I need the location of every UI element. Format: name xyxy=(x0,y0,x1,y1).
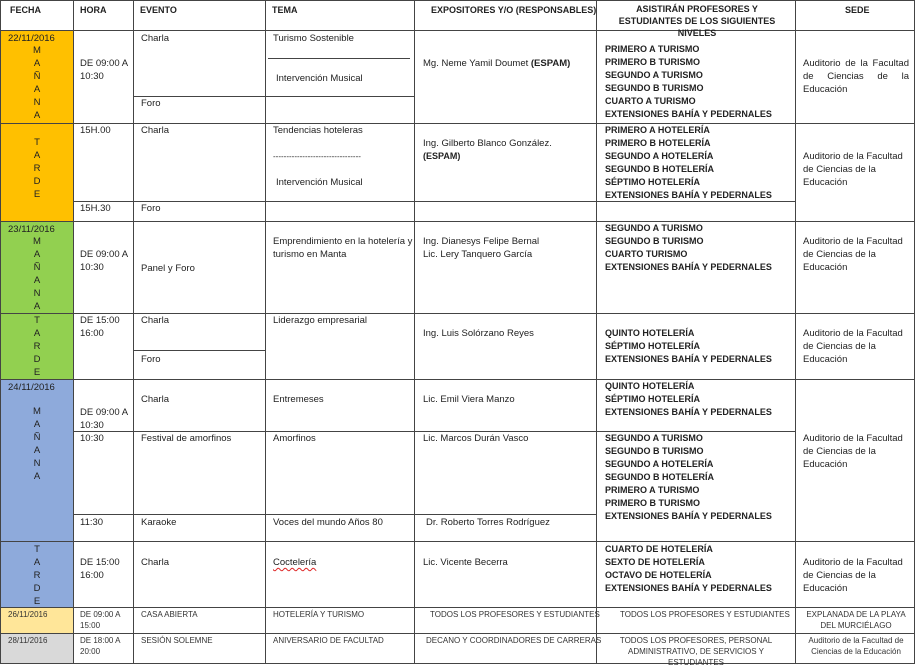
day2-r2-tema: Liderazgo empresarial xyxy=(273,315,367,326)
day3-tarde-label: T A R D E xyxy=(33,544,41,607)
day3-r1-evento: Charla xyxy=(141,394,169,405)
day1-r1-evento: Charla xyxy=(141,33,169,44)
day2-tarde-label: T A R D E xyxy=(33,315,41,378)
day3-manana-label: M A Ñ A N A xyxy=(33,406,41,482)
day2-r2-evento: Charla xyxy=(141,315,169,326)
day2-r1-expositor2: Lic. Lery Tanquero García xyxy=(423,249,533,260)
day3-r2-hora: 10:30 xyxy=(80,433,104,444)
header-evento: EVENTO xyxy=(140,5,177,15)
day3-r2-evento: Festival de amorfinos xyxy=(141,433,232,444)
day3-r4-niveles: CUARTO DE HOTELERÍA SEXTO DE HOTELERÍA OCTAVO DE HOTELERÍA EXTENSIONES BAHÍA Y PEDERNALES xyxy=(605,544,772,593)
day2-r1-expositor1: Ing. Dianesys Felipe Bernal xyxy=(423,236,540,247)
day4-sede: EXPLANADA DE LA PLAYA DEL MURCIÉLAGO xyxy=(806,610,906,630)
day1-r2-expositor: Ing. Gilberto Blanco González. xyxy=(423,138,552,149)
day1-r2b-hora: 15H.30 xyxy=(80,203,111,214)
day3-r4-evento: Charla xyxy=(141,557,169,568)
day1-r2-expositor-b: (ESPAM) xyxy=(423,151,461,161)
day1-r2-tema1: Tendencias hoteleras xyxy=(273,125,363,136)
day3-r3-evento: Karaoke xyxy=(141,517,177,528)
day4-tema: HOTELERÍA Y TURISMO xyxy=(273,610,365,619)
day2-r1-sede: Auditorio de la Facultad de Ciencias de la Educación xyxy=(803,236,903,273)
day4-date: 26/11/2016 xyxy=(8,610,48,619)
day1-r1b-evento: Foro xyxy=(141,98,161,109)
day3-r4-sede: Auditorio de la Facultad de Ciencias de la Educación xyxy=(803,557,903,594)
day4-expositor: TODOS LOS PROFESORES Y ESTUDIANTES xyxy=(430,610,600,619)
day2-r2-hora: DE 15:00 16:00 xyxy=(80,315,120,339)
day1-r1-hora: DE 09:00 A 10:30 xyxy=(80,58,128,82)
day1-r2-evento: Charla xyxy=(141,125,169,136)
day3-r2-expositor: Lic. Marcos Durán Vasco xyxy=(423,433,529,444)
day1-date: 22/11/2016 xyxy=(8,33,55,44)
day3-r1-expositor: Lic. Emil Viera Manzo xyxy=(423,394,515,405)
day1-r2-sede: Auditorio de la Facultad de Ciencias de la Educación xyxy=(803,151,903,188)
day4-hora: DE 09:00 A 15:00 xyxy=(80,610,121,630)
day3-r2-sede: Auditorio de la Facultad de Ciencias de la Educación xyxy=(803,433,903,470)
header-expositores: EXPOSITORES Y/O (RESPONSABLES) xyxy=(431,5,597,15)
day1-r2-niveles: PRIMERO A HOTELERÍA PRIMERO B HOTELERÍA SEGUNDO A HOTELERÍA SEGUNDO B HOTELERÍA SÉPTIMO HOTELERÍA EXTENSIONES BAHÍA Y PEDERNALES xyxy=(605,125,772,200)
day2-r1-tema: Emprendimiento en la hotelería y turismo en Manta xyxy=(273,236,413,260)
day1-r2-hora: 15H.00 xyxy=(80,125,111,136)
day3-r3-hora: 11:30 xyxy=(80,517,104,528)
day2-r1-evento: Panel y Foro xyxy=(141,263,195,274)
day5-hora: DE 18:00 A 20:00 xyxy=(80,636,121,656)
day1-r2-tema-dash: --------------------------------- xyxy=(273,152,361,161)
day1-r2b-evento: Foro xyxy=(141,203,161,214)
day2-r2-expositor: Ing. Luis Solórzano Reyes xyxy=(423,328,534,339)
day1-tarde-label: T A R D E xyxy=(33,137,41,200)
day3-r3-tema: Voces del mundo Años 80 xyxy=(273,517,383,528)
day3-r3-expositor: Dr. Roberto Torres Rodríguez xyxy=(426,517,550,528)
day2-date: 23/11/2016 xyxy=(8,224,55,235)
day1-r1-expositor: Mg. Neme Yamil Doumet (ESPAM) xyxy=(423,58,571,69)
day3-r4-hora: DE 15:00 16:00 xyxy=(80,557,120,581)
day1-r1-sede: Auditorio de la Facultad de Ciencias de la Educación xyxy=(803,58,909,95)
day5-sede: Auditorio de la Facultad de Ciencias de la Educación xyxy=(808,636,904,656)
day2-r2-evento2: Foro xyxy=(141,354,161,365)
header-hora: HORA xyxy=(80,5,107,15)
day1-r1-niveles: PRIMERO A TURISMO PRIMERO B TURISMO SEGUNDO A TURISMO SEGUNDO B TURISMO CUARTO A TURISMO EXTENSIONES BAHÍA Y PEDERNALES xyxy=(605,44,772,119)
day3-r2-niveles: SEGUNDO A TURISMO SEGUNDO B TURISMO SEGUNDO A HOTELERÍA SEGUNDO B HOTELERÍA PRIMERO A TURISMO PRIMERO B TURISMO EXTENSIONES BAHÍA Y PEDERNALES xyxy=(605,433,772,521)
day3-r4-expositor: Lic. Vicente Becerra xyxy=(423,557,508,568)
header-fecha: FECHA xyxy=(10,5,41,15)
day1-manana-label: M A Ñ A N A xyxy=(33,45,41,121)
day5-tema: ANIVERSARIO DE FACULTAD xyxy=(273,636,384,645)
day3-date: 24/11/2016 xyxy=(8,382,55,393)
day3-r4-tema: Coctelería xyxy=(273,557,317,568)
day1-r1-tema1: Turismo Sostenible xyxy=(273,33,354,44)
header-tema: TEMA xyxy=(272,5,298,15)
day4-niveles: TODOS LOS PROFESORES Y ESTUDIANTES xyxy=(620,610,790,619)
day4-evento: CASA ABIERTA xyxy=(141,610,198,619)
day1-r2-tema2: Intervención Musical xyxy=(276,177,363,188)
day2-r1-hora: DE 09:00 A 10:30 xyxy=(80,249,128,273)
day3-r1-tema: Entremeses xyxy=(273,394,324,405)
day3-r1-hora: DE 09:00 A 10:30 xyxy=(80,407,128,431)
day2-r1-niveles: SEGUNDO A TURISMO SEGUNDO B TURISMO CUARTO TURISMO EXTENSIONES BAHÍA Y PEDERNALES xyxy=(605,223,772,272)
day5-expositor: DECANO Y COORDINADORES DE CARRERAS xyxy=(426,636,602,645)
day3-r1-niveles: QUINTO HOTELERÍA SÉPTIMO HOTELERÍA EXTENSIONES BAHÍA Y PEDERNALES xyxy=(605,381,772,417)
day2-manana-label: M A Ñ A N A xyxy=(33,236,41,312)
day1-r1-tema2: Intervención Musical xyxy=(276,73,363,84)
day2-r2-niveles: QUINTO HOTELERÍA SÉPTIMO HOTELERÍA EXTENSIONES BAHÍA Y PEDERNALES xyxy=(605,328,772,364)
day3-r2-tema: Amorfinos xyxy=(273,433,316,444)
day5-date: 28/11/2016 xyxy=(8,636,48,645)
header-sede: SEDE xyxy=(845,5,870,15)
day2-r2-sede: Auditorio de la Facultad de Ciencias de la Educación xyxy=(803,328,903,365)
day5-evento: SESIÓN SOLEMNE xyxy=(141,636,213,645)
day5-niveles: TODOS LOS PROFESORES, PERSONAL ADMINISTRATIVO, DE SERVICIOS Y ESTUDIANTES xyxy=(619,636,773,667)
header-asistiran: ASISTIRÁN PROFESORES Y ESTUDIANTES DE LOS SIGUIENTES NIVELES xyxy=(618,4,776,38)
